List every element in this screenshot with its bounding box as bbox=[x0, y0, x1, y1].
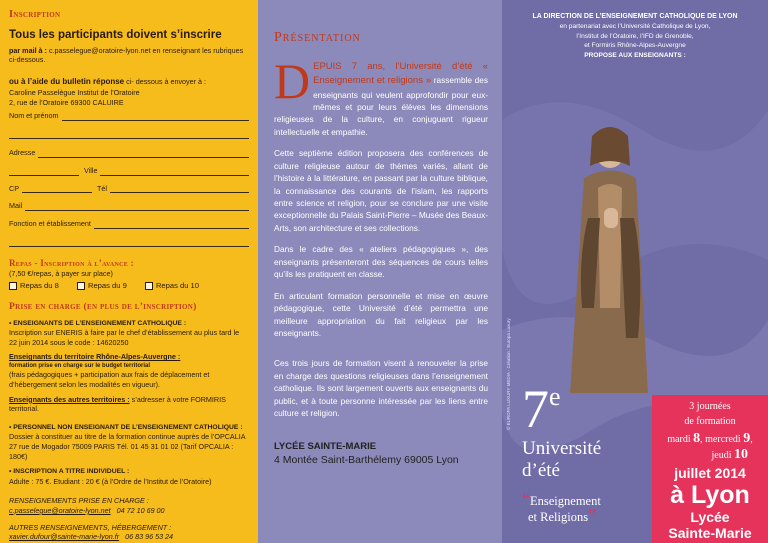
non-ens-text: Dossier à constituer au titre de la formation continue auprès de l’OPCALIA 27 rue de Mogador 75009 PARIS Tél. 01 45 31 01 02 (Tarif OPCALIA : 180€) bbox=[9, 432, 246, 461]
registration-panel bbox=[0, 0, 258, 543]
date-badge: 3 journées de formation mardi 8, mercredi 9, jeudi 10 juillet 2014 à Lyon Lycée Sainte-Marie bbox=[652, 395, 768, 543]
ens-ra-title: Enseignants du territoire Rhône-Alpes-Auvergne : bbox=[9, 352, 181, 362]
ens-ra-sub: formation prise en charge sur le budget territorial bbox=[9, 363, 151, 370]
repas-price: (7,50 €/repas, à payer sur place) bbox=[9, 268, 113, 278]
rens-title: RENSEIGNEMENTS PRISE EN CHARGE : bbox=[9, 496, 149, 506]
field-ville[interactable]: Ville bbox=[9, 166, 249, 176]
theme-title: “Enseignement et Religions” bbox=[522, 489, 601, 525]
univ-line-1: Université bbox=[522, 438, 602, 459]
field-fonction-extra[interactable] bbox=[9, 238, 249, 247]
repas-9-checkbox[interactable]: Repas du 9 bbox=[77, 281, 127, 291]
edition-number: 7 bbox=[522, 379, 549, 439]
statue-image bbox=[548, 108, 668, 398]
bulletin-instructions: ou à l’aide du bulletin réponse ci- dessous à envoyer à : bbox=[9, 77, 207, 87]
drop-cap: D bbox=[274, 53, 311, 109]
paragraph-4: En articulant formation personnelle et mise en œuvre pédagogique, cette Université d’été permettra une meilleure appropriation du fait religieux par les enseignants. bbox=[274, 290, 488, 338]
field-mail[interactable]: Mail bbox=[9, 201, 249, 211]
indiv-text: Adulte : 75 €. Etudiant : 20 € (à l’Ordre de l’Institut de l’Oratoire) bbox=[9, 476, 212, 486]
address-line-2: 2, rue de l’Oratoire 69300 CALUIRE bbox=[9, 97, 124, 107]
intro-text: rassemble des enseignants qui veulent approfondir pour eux-mêmes et pour leurs élèves les dimensions religieuses de la culture, en conjuguant rigueur intellectuelle et empathie. bbox=[274, 75, 488, 137]
nom-line[interactable] bbox=[62, 112, 249, 121]
cover-panel bbox=[502, 0, 768, 543]
paragraph-5: Ces trois jours de formation visent à renouveler la prise en charge des questions religieuses dans l’enseignement catholique. Ils sont largement ouverts aux enseignants du public, et à toute personne intéressée par les liens entre culture et religion. bbox=[274, 358, 488, 419]
month-year: juillet 2014 bbox=[674, 465, 746, 481]
participants-title: Tous les participants doivent s’inscrire bbox=[9, 29, 222, 42]
field-cp-tel[interactable]: CP Tél bbox=[9, 184, 249, 194]
ens-autres: Enseignants des autres territoires : s’adresser à votre FORMIRIS territorial. bbox=[9, 394, 226, 414]
autres-title: AUTRES RENSEIGNEMENTS, HÉBERGEMENT : bbox=[9, 522, 172, 532]
autres-contact: xavier.dufour@sainte-marie-lyon.fr 06 83 96 53 24 bbox=[9, 532, 174, 542]
checkbox-icon[interactable] bbox=[77, 282, 85, 290]
field-adresse[interactable]: Adresse bbox=[9, 148, 249, 158]
field-nom[interactable]: Nom et prénom bbox=[9, 111, 249, 121]
presentation-title: Présentation bbox=[274, 30, 361, 45]
rens-contact: c.passelegue@oratoire-lyon.net 04 72 10 69 00 bbox=[9, 505, 165, 515]
repas-10-checkbox[interactable]: Repas du 10 bbox=[145, 281, 199, 291]
edition-block bbox=[522, 379, 602, 525]
presentation-panel bbox=[258, 0, 502, 543]
inscription-title: Inscription bbox=[9, 9, 61, 20]
repas-options bbox=[9, 281, 249, 293]
prise-title: Prise en charge (en plus de l’inscription) bbox=[9, 301, 197, 312]
univ-line-2: d’été bbox=[522, 460, 560, 481]
checkbox-icon[interactable] bbox=[9, 282, 17, 290]
repas-title: Repas - Inscription à l’avance : bbox=[9, 257, 134, 268]
ens-cath-text: Inscription sur ENERIS à faire par le chef d’établissement au plus tard le 22 juin 2014 sous le code : 14620250 bbox=[9, 327, 240, 347]
credit-vertical: © EUROPA LUXURY MEDIA - Création : Europa Luxury bbox=[506, 318, 511, 430]
field-nom-extra[interactable] bbox=[9, 130, 249, 139]
address-line-1: Caroline Passelègue Institut de l’Oratoire bbox=[9, 87, 140, 97]
ens-cath-title: • ENSEIGNANTS DE L’ENSEIGNEMENT CATHOLIQUE : bbox=[9, 319, 187, 327]
intro-lead: EPUIS 7 ans, l’Université d’été « Enseignement et religions » bbox=[313, 61, 488, 87]
organizer-header: LA DIRECTION DE L’ENSEIGNEMENT CATHOLIQUE DE LYON en partenariat avec l’Université Catholique de Lyon, l’Institut de l’Oratoire, l’IFD de Grenoble, et Formiris Rhône-Alpes-Auvergne PROPOSE AUX ENSEIGNANTS : bbox=[532, 13, 738, 59]
indiv-title: • INSCRIPTION A TITRE INDIVIDUEL : bbox=[9, 468, 130, 476]
checkbox-icon[interactable] bbox=[145, 282, 153, 290]
venue-name: LYCÉE SAINTE-MARIE bbox=[274, 440, 377, 452]
dates-line: mardi 8, mercredi 9, bbox=[667, 431, 753, 446]
ens-ra-text: (frais pédagogiques + participation aux frais de déplacement et d’hébergement selon les modalités en vigueur). bbox=[9, 370, 210, 389]
paragraph-3: Dans le cadre des « ateliers pédagogiques », des enseignants présenteront des séquences de cours telles qu’ils les pratiquent en classe. bbox=[274, 244, 488, 280]
venue-address: 4 Montée Saint-Barthélemy 69005 Lyon bbox=[274, 453, 459, 466]
repas-8-checkbox[interactable]: Repas du 8 bbox=[9, 281, 59, 291]
rens-email-link[interactable]: c.passelegue@oratoire-lyon.net bbox=[9, 505, 111, 515]
city: à Lyon bbox=[670, 481, 750, 509]
field-fonction[interactable]: Fonction et établissement bbox=[9, 219, 249, 229]
autres-email-link[interactable]: xavier.dufour@sainte-marie-lyon.fr bbox=[9, 532, 120, 542]
paragraph-2: Cette septième édition proposera des conférences de culture religieuse autour de thèmes variés, allant de l’histoire à la littérature, en passant par la culture biblique, la connaissance des courants de l’islam, les rapports entre science et religion, pour se conclure par une visite exceptionnelle du Palais Saint-Pierre – Musée des Beaux-Arts, son architecture et ses collections. bbox=[274, 148, 488, 233]
edition-sup: e bbox=[549, 382, 561, 411]
non-ens-title: • PERSONNEL NON ENSEIGNANT DE L’ENSEIGNEMENT CATHOLIQUE : bbox=[9, 424, 243, 432]
mail-instructions: par mail à : c.passelegue@oratoire-lyon.net en renseignant les rubriques ci-dessous. bbox=[9, 45, 244, 65]
